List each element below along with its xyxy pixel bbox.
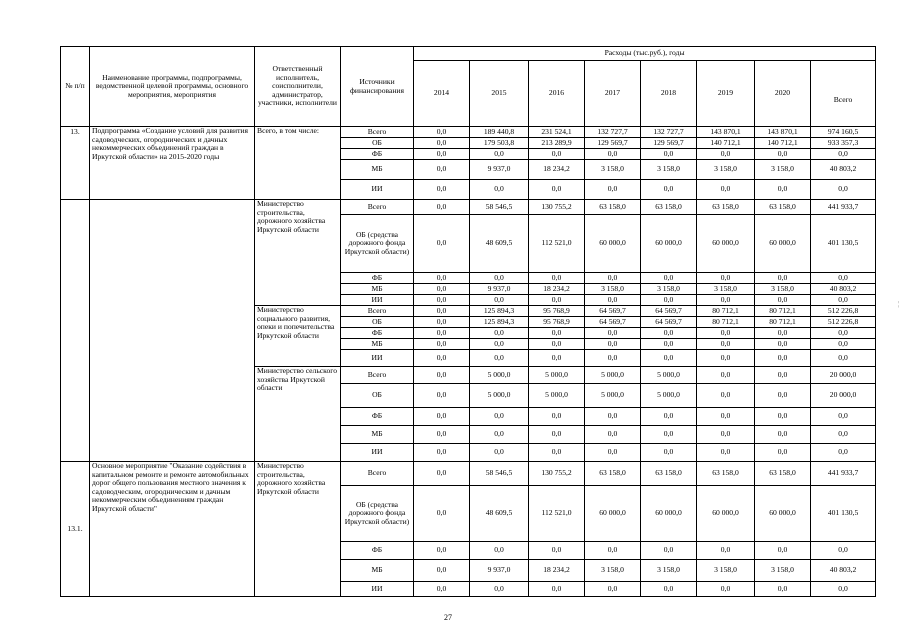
amount-cell: 0,0 bbox=[470, 582, 529, 597]
amount-cell: 0,0 bbox=[529, 350, 585, 367]
amount-cell: 0,0 bbox=[414, 273, 470, 284]
amount-cell: 9 937,0 bbox=[470, 160, 529, 180]
amount-cell: 0,0 bbox=[755, 350, 811, 367]
amount-cell: 3 158,0 bbox=[641, 560, 697, 582]
amount-cell: 3 158,0 bbox=[585, 160, 641, 180]
amount-cell: 60 000,0 bbox=[641, 215, 697, 273]
amount-cell: 40 803,2 bbox=[811, 160, 876, 180]
amount-cell: 5 000,0 bbox=[585, 384, 641, 408]
funding-source: ФБ bbox=[341, 542, 414, 560]
amount-cell: 0,0 bbox=[470, 295, 529, 306]
amount-cell: 0,0 bbox=[414, 444, 470, 462]
amount-cell: 140 712,1 bbox=[697, 138, 755, 149]
amount-cell: 0,0 bbox=[529, 273, 585, 284]
amount-cell: 512 226,8 bbox=[811, 306, 876, 317]
amount-cell: 0,0 bbox=[755, 444, 811, 462]
amount-cell: 48 609,5 bbox=[470, 215, 529, 273]
amount-cell: 64 569,7 bbox=[641, 317, 697, 328]
header-sources: Источники финансирования bbox=[341, 47, 414, 127]
amount-cell: 63 158,0 bbox=[755, 462, 811, 486]
financing-table bbox=[60, 46, 876, 597]
funding-source: ОБ bbox=[341, 317, 414, 328]
funding-source: Всего bbox=[341, 367, 414, 384]
amount-cell: 974 160,5 bbox=[811, 127, 876, 138]
funding-source: ИИ bbox=[341, 582, 414, 597]
amount-cell: 125 894,3 bbox=[470, 306, 529, 317]
amount-cell: 0,0 bbox=[811, 350, 876, 367]
amount-cell: 0,0 bbox=[414, 149, 470, 160]
amount-cell: 0,0 bbox=[641, 444, 697, 462]
header-year: 2014 bbox=[414, 61, 470, 127]
amount-cell: 0,0 bbox=[470, 444, 529, 462]
amount-cell: 0,0 bbox=[811, 339, 876, 350]
amount-cell: 140 712,1 bbox=[755, 138, 811, 149]
amount-cell: 0,0 bbox=[811, 444, 876, 462]
amount-cell: 0,0 bbox=[811, 328, 876, 339]
amount-cell: 0,0 bbox=[755, 582, 811, 597]
amount-cell: 0,0 bbox=[697, 273, 755, 284]
amount-cell: 80 712,1 bbox=[697, 317, 755, 328]
amount-cell: 0,0 bbox=[414, 384, 470, 408]
amount-cell: 0,0 bbox=[811, 582, 876, 597]
amount-cell: 0,0 bbox=[641, 273, 697, 284]
funding-source: ОБ bbox=[341, 384, 414, 408]
funding-source: ОБ (средства дорожного фонда Иркутской области) bbox=[341, 215, 414, 273]
funding-source: Всего bbox=[341, 200, 414, 215]
amount-cell: 0,0 bbox=[470, 542, 529, 560]
amount-cell: 18 234,2 bbox=[529, 160, 585, 180]
amount-cell: 80 712,1 bbox=[697, 306, 755, 317]
amount-cell: 3 158,0 bbox=[641, 284, 697, 295]
amount-cell: 40 803,2 bbox=[811, 560, 876, 582]
amount-cell: 60 000,0 bbox=[755, 215, 811, 273]
amount-cell: 0,0 bbox=[585, 180, 641, 200]
amount-cell: 401 130,5 bbox=[811, 215, 876, 273]
amount-cell: 0,0 bbox=[697, 582, 755, 597]
header-year: 2016 bbox=[529, 61, 585, 127]
amount-cell: 0,0 bbox=[641, 339, 697, 350]
amount-cell: 0,0 bbox=[414, 328, 470, 339]
amount-cell: 3 158,0 bbox=[641, 160, 697, 180]
amount-cell: 0,0 bbox=[641, 295, 697, 306]
amount-cell: 0,0 bbox=[529, 149, 585, 160]
amount-cell: 5 000,0 bbox=[529, 367, 585, 384]
amount-cell: 143 870,1 bbox=[697, 127, 755, 138]
amount-cell: 3 158,0 bbox=[697, 284, 755, 295]
responsible-executor: Министерство социального развития, опеки и попечительства Иркутской области bbox=[255, 306, 341, 367]
amount-cell: 5 000,0 bbox=[641, 367, 697, 384]
amount-cell: 0,0 bbox=[470, 328, 529, 339]
amount-cell: 18 234,2 bbox=[529, 284, 585, 295]
amount-cell: 0,0 bbox=[697, 426, 755, 444]
subprogram-name: Подпрограмма «Создание условий для развития садоводческих, огороднических и дачных некоммерческих объединений граждан в Иркутской области» на 2015-2020 годы bbox=[90, 127, 255, 200]
amount-cell: 0,0 bbox=[414, 367, 470, 384]
amount-cell: 0,0 bbox=[470, 180, 529, 200]
amount-cell: 0,0 bbox=[529, 444, 585, 462]
amount-cell: 0,0 bbox=[414, 486, 470, 542]
amount-cell: 0,0 bbox=[641, 180, 697, 200]
amount-cell: 5 000,0 bbox=[470, 367, 529, 384]
amount-cell: 60 000,0 bbox=[697, 215, 755, 273]
amount-cell: 130 755,2 bbox=[529, 462, 585, 486]
amount-cell: 60 000,0 bbox=[585, 215, 641, 273]
amount-cell: 125 894,3 bbox=[470, 317, 529, 328]
amount-cell: 20 000,0 bbox=[811, 384, 876, 408]
funding-source: ОБ bbox=[341, 138, 414, 149]
funding-source: МБ bbox=[341, 560, 414, 582]
funding-source: Всего bbox=[341, 462, 414, 486]
amount-cell: 0,0 bbox=[585, 328, 641, 339]
amount-cell: 60 000,0 bbox=[641, 486, 697, 542]
amount-cell: 189 440,8 bbox=[470, 127, 529, 138]
responsible-executor: Министерство строительства, дорожного хозяйства Иркутской области bbox=[255, 462, 341, 597]
row-number: 13. bbox=[61, 127, 90, 200]
amount-cell: 9 937,0 bbox=[470, 560, 529, 582]
amount-cell: 231 524,1 bbox=[529, 127, 585, 138]
amount-cell: 130 755,2 bbox=[529, 200, 585, 215]
amount-cell: 0,0 bbox=[529, 180, 585, 200]
amount-cell: 5 000,0 bbox=[641, 384, 697, 408]
header-expenses: Расходы (тыс.руб.), годы bbox=[414, 47, 876, 61]
amount-cell: 179 503,8 bbox=[470, 138, 529, 149]
amount-cell: 60 000,0 bbox=[697, 486, 755, 542]
amount-cell: 0,0 bbox=[414, 127, 470, 138]
amount-cell: 60 000,0 bbox=[585, 486, 641, 542]
amount-cell: 63 158,0 bbox=[585, 462, 641, 486]
amount-cell: 0,0 bbox=[529, 408, 585, 426]
amount-cell: 3 158,0 bbox=[585, 284, 641, 295]
amount-cell: 0,0 bbox=[755, 426, 811, 444]
amount-cell: 213 289,9 bbox=[529, 138, 585, 149]
amount-cell: 0,0 bbox=[414, 350, 470, 367]
amount-cell: 0,0 bbox=[585, 339, 641, 350]
amount-cell: 0,0 bbox=[414, 180, 470, 200]
amount-cell: 64 569,7 bbox=[585, 317, 641, 328]
amount-cell: 0,0 bbox=[585, 149, 641, 160]
amount-cell: 0,0 bbox=[755, 180, 811, 200]
header-year: 2018 bbox=[641, 61, 697, 127]
amount-cell: 129 569,7 bbox=[585, 138, 641, 149]
amount-cell: 0,0 bbox=[755, 408, 811, 426]
header-year: 2015 bbox=[470, 61, 529, 127]
header-total: Всего bbox=[811, 61, 876, 127]
amount-cell: 48 609,5 bbox=[470, 486, 529, 542]
amount-cell: 63 158,0 bbox=[585, 200, 641, 215]
amount-cell: 441 933,7 bbox=[811, 462, 876, 486]
amount-cell: 0,0 bbox=[811, 273, 876, 284]
amount-cell: 80 712,1 bbox=[755, 306, 811, 317]
amount-cell: 80 712,1 bbox=[755, 317, 811, 328]
amount-cell: 0,0 bbox=[697, 350, 755, 367]
amount-cell: 0,0 bbox=[414, 582, 470, 597]
amount-cell: 0,0 bbox=[414, 542, 470, 560]
amount-cell: 63 158,0 bbox=[641, 462, 697, 486]
responsible-executor: Министерство строительства, дорожного хозяйства Иркутской области bbox=[255, 200, 341, 306]
amount-cell: 0,0 bbox=[755, 273, 811, 284]
funding-source: МБ bbox=[341, 160, 414, 180]
amount-cell: 441 933,7 bbox=[811, 200, 876, 215]
amount-cell: 20 000,0 bbox=[811, 367, 876, 384]
responsible-executor: Всего, в том числе: bbox=[255, 127, 341, 200]
amount-cell: 0,0 bbox=[529, 426, 585, 444]
amount-cell: 3 158,0 bbox=[697, 160, 755, 180]
amount-cell: 0,0 bbox=[697, 444, 755, 462]
amount-cell: 0,0 bbox=[585, 273, 641, 284]
amount-cell: 0,0 bbox=[641, 350, 697, 367]
amount-cell: 0,0 bbox=[811, 180, 876, 200]
amount-cell: 5 000,0 bbox=[529, 384, 585, 408]
amount-cell: 63 158,0 bbox=[697, 200, 755, 215]
amount-cell: 58 546,5 bbox=[470, 462, 529, 486]
amount-cell: 0,0 bbox=[755, 295, 811, 306]
amount-cell: 0,0 bbox=[470, 339, 529, 350]
amount-cell: 3 158,0 bbox=[697, 560, 755, 582]
amount-cell: 18 234,2 bbox=[529, 560, 585, 582]
scan-mark: ¦ bbox=[898, 300, 900, 308]
amount-cell: 60 000,0 bbox=[755, 486, 811, 542]
amount-cell: 0,0 bbox=[755, 328, 811, 339]
funding-source: Всего bbox=[341, 127, 414, 138]
amount-cell: 0,0 bbox=[641, 582, 697, 597]
page-number: 27 bbox=[444, 613, 452, 622]
amount-cell: 0,0 bbox=[755, 367, 811, 384]
header-year: 2020 bbox=[755, 61, 811, 127]
responsible-executor: Министерство сельского хозяйства Иркутской области bbox=[255, 367, 341, 462]
amount-cell: 0,0 bbox=[414, 462, 470, 486]
amount-cell: 132 727,7 bbox=[585, 127, 641, 138]
funding-source: ФБ bbox=[341, 149, 414, 160]
amount-cell: 0,0 bbox=[697, 542, 755, 560]
amount-cell: 0,0 bbox=[414, 560, 470, 582]
table-row bbox=[61, 462, 876, 486]
amount-cell: 5 000,0 bbox=[470, 384, 529, 408]
amount-cell: 0,0 bbox=[585, 426, 641, 444]
amount-cell: 0,0 bbox=[529, 582, 585, 597]
amount-cell: 0,0 bbox=[697, 408, 755, 426]
amount-cell: 0,0 bbox=[811, 542, 876, 560]
amount-cell: 0,0 bbox=[755, 384, 811, 408]
amount-cell: 0,0 bbox=[585, 444, 641, 462]
amount-cell: 0,0 bbox=[811, 408, 876, 426]
amount-cell: 0,0 bbox=[811, 149, 876, 160]
amount-cell: 0,0 bbox=[697, 367, 755, 384]
amount-cell: 0,0 bbox=[697, 339, 755, 350]
amount-cell: 3 158,0 bbox=[755, 160, 811, 180]
funding-source: МБ bbox=[341, 426, 414, 444]
amount-cell: 3 158,0 bbox=[585, 560, 641, 582]
amount-cell: 64 569,7 bbox=[641, 306, 697, 317]
amount-cell: 63 158,0 bbox=[641, 200, 697, 215]
amount-cell: 0,0 bbox=[470, 273, 529, 284]
amount-cell: 129 569,7 bbox=[641, 138, 697, 149]
amount-cell: 0,0 bbox=[585, 582, 641, 597]
funding-source: ИИ bbox=[341, 295, 414, 306]
funding-source: ИИ bbox=[341, 444, 414, 462]
amount-cell: 512 226,8 bbox=[811, 317, 876, 328]
amount-cell: 0,0 bbox=[697, 149, 755, 160]
header-year: 2017 bbox=[585, 61, 641, 127]
amount-cell: 132 727,7 bbox=[641, 127, 697, 138]
amount-cell: 0,0 bbox=[470, 350, 529, 367]
amount-cell: 95 768,9 bbox=[529, 317, 585, 328]
header-responsible: Ответственный исполнитель, соисполнители, администратор, участники, исполнители bbox=[255, 47, 341, 127]
amount-cell: 0,0 bbox=[755, 339, 811, 350]
name-blank bbox=[90, 200, 255, 462]
row-number-blank bbox=[61, 200, 90, 462]
funding-source: МБ bbox=[341, 339, 414, 350]
amount-cell: 0,0 bbox=[697, 180, 755, 200]
header-num: № п/п bbox=[61, 47, 90, 127]
amount-cell: 0,0 bbox=[811, 295, 876, 306]
funding-source: МБ bbox=[341, 284, 414, 295]
amount-cell: 0,0 bbox=[470, 426, 529, 444]
amount-cell: 0,0 bbox=[585, 350, 641, 367]
funding-source: Всего bbox=[341, 306, 414, 317]
amount-cell: 0,0 bbox=[641, 542, 697, 560]
amount-cell: 0,0 bbox=[414, 306, 470, 317]
amount-cell: 0,0 bbox=[529, 339, 585, 350]
funding-source: ИИ bbox=[341, 350, 414, 367]
header-name: Наименование программы, подпрограммы, ведомственной целевой программы, основного мероприятия, мероприятия bbox=[90, 47, 255, 127]
amount-cell: 0,0 bbox=[414, 317, 470, 328]
amount-cell: 3 158,0 bbox=[755, 560, 811, 582]
amount-cell: 112 521,0 bbox=[529, 486, 585, 542]
amount-cell: 112 521,0 bbox=[529, 215, 585, 273]
amount-cell: 0,0 bbox=[755, 542, 811, 560]
amount-cell: 0,0 bbox=[755, 149, 811, 160]
amount-cell: 0,0 bbox=[414, 339, 470, 350]
amount-cell: 0,0 bbox=[414, 138, 470, 149]
amount-cell: 0,0 bbox=[697, 384, 755, 408]
amount-cell: 9 937,0 bbox=[470, 284, 529, 295]
amount-cell: 0,0 bbox=[414, 215, 470, 273]
funding-source: ФБ bbox=[341, 273, 414, 284]
amount-cell: 0,0 bbox=[641, 328, 697, 339]
amount-cell: 63 158,0 bbox=[697, 462, 755, 486]
amount-cell: 401 130,5 bbox=[811, 486, 876, 542]
amount-cell: 0,0 bbox=[529, 295, 585, 306]
amount-cell: 3 158,0 bbox=[755, 284, 811, 295]
table-body bbox=[61, 127, 876, 597]
amount-cell: 0,0 bbox=[414, 408, 470, 426]
amount-cell: 0,0 bbox=[697, 295, 755, 306]
amount-cell: 0,0 bbox=[641, 426, 697, 444]
header-year: 2019 bbox=[697, 61, 755, 127]
amount-cell: 0,0 bbox=[697, 328, 755, 339]
table-row bbox=[61, 127, 876, 138]
amount-cell: 0,0 bbox=[529, 328, 585, 339]
amount-cell: 58 546,5 bbox=[470, 200, 529, 215]
amount-cell: 0,0 bbox=[470, 408, 529, 426]
amount-cell: 40 803,2 bbox=[811, 284, 876, 295]
funding-source: ФБ bbox=[341, 408, 414, 426]
amount-cell: 0,0 bbox=[414, 284, 470, 295]
table-row bbox=[61, 200, 876, 215]
amount-cell: 0,0 bbox=[811, 426, 876, 444]
amount-cell: 0,0 bbox=[414, 200, 470, 215]
funding-source: ФБ bbox=[341, 328, 414, 339]
main-activity-name: Основное мероприятие "Оказание содействия в капитальном ремонте и ремонте автомобильных дорог общего пользования местного значения к садоводческим, огородническим и дачным некоммерческим объединениям граждан Иркутской области" bbox=[90, 462, 255, 597]
amount-cell: 95 768,9 bbox=[529, 306, 585, 317]
amount-cell: 0,0 bbox=[585, 542, 641, 560]
amount-cell: 0,0 bbox=[414, 426, 470, 444]
amount-cell: 0,0 bbox=[414, 160, 470, 180]
amount-cell: 0,0 bbox=[585, 295, 641, 306]
amount-cell: 0,0 bbox=[641, 149, 697, 160]
amount-cell: 5 000,0 bbox=[585, 367, 641, 384]
row-number: 13.1. bbox=[61, 462, 90, 597]
funding-source: ИИ bbox=[341, 180, 414, 200]
amount-cell: 0,0 bbox=[414, 295, 470, 306]
amount-cell: 933 357,3 bbox=[811, 138, 876, 149]
amount-cell: 64 569,7 bbox=[585, 306, 641, 317]
amount-cell: 0,0 bbox=[470, 149, 529, 160]
amount-cell: 0,0 bbox=[529, 542, 585, 560]
funding-source: ОБ (средства дорожного фонда Иркутской области) bbox=[341, 486, 414, 542]
amount-cell: 0,0 bbox=[641, 408, 697, 426]
amount-cell: 0,0 bbox=[585, 408, 641, 426]
amount-cell: 63 158,0 bbox=[755, 200, 811, 215]
amount-cell: 143 870,1 bbox=[755, 127, 811, 138]
